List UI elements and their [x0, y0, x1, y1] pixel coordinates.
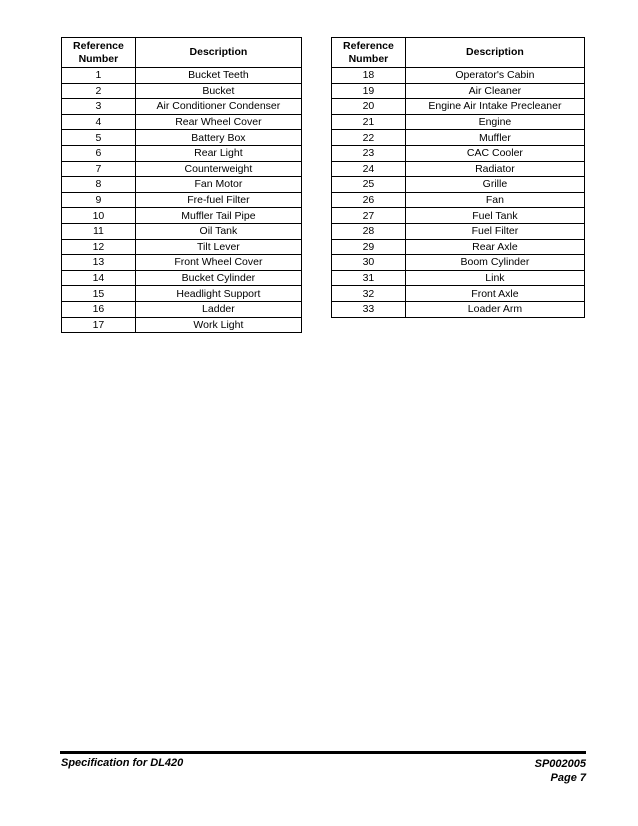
reference-number-cell: 12 — [62, 239, 136, 255]
reference-number-cell: 33 — [332, 301, 406, 317]
reference-number-cell: 26 — [332, 192, 406, 208]
header-description: Description — [405, 38, 584, 68]
reference-number-cell: 3 — [62, 99, 136, 115]
description-cell: Bucket — [135, 83, 301, 99]
header-reference-number: Reference Number — [332, 38, 406, 68]
table-row — [332, 255, 585, 271]
reference-number-cell: 18 — [332, 68, 406, 84]
description-cell: Muffler Tail Pipe — [135, 208, 301, 224]
description-cell: Loader Arm — [405, 301, 584, 317]
table-row — [332, 68, 585, 84]
table-row — [332, 192, 585, 208]
table-row — [332, 208, 585, 224]
description-cell: Rear Light — [135, 145, 301, 161]
reference-table-right — [331, 37, 585, 318]
reference-number-cell: 23 — [332, 145, 406, 161]
reference-number-cell: 9 — [62, 192, 136, 208]
description-cell: Bucket Teeth — [135, 68, 301, 84]
reference-number-cell: 25 — [332, 177, 406, 193]
description-cell: CAC Cooler — [405, 145, 584, 161]
reference-number-cell: 8 — [62, 177, 136, 193]
description-cell: Front Wheel Cover — [135, 255, 301, 271]
table-row — [62, 270, 302, 286]
table-row — [62, 99, 302, 115]
table-row — [332, 301, 585, 317]
table-row — [332, 99, 585, 115]
reference-number-cell: 27 — [332, 208, 406, 224]
reference-number-cell: 21 — [332, 114, 406, 130]
reference-number-cell: 2 — [62, 83, 136, 99]
description-cell: Radiator — [405, 161, 584, 177]
footer-page-info — [535, 757, 586, 785]
description-cell: Rear Wheel Cover — [135, 114, 301, 130]
table-row — [332, 161, 585, 177]
reference-number-cell: 24 — [332, 161, 406, 177]
description-cell: Rear Axle — [405, 239, 584, 255]
table-row — [62, 301, 302, 317]
description-cell: Fan Motor — [135, 177, 301, 193]
table-row — [332, 223, 585, 239]
reference-table-left — [61, 37, 302, 333]
table-row — [332, 286, 585, 302]
description-cell: Work Light — [135, 317, 301, 333]
description-cell: Oil Tank — [135, 223, 301, 239]
table-row — [62, 223, 302, 239]
table-header-row — [62, 38, 302, 68]
table-row — [332, 177, 585, 193]
reference-number-cell: 32 — [332, 286, 406, 302]
table-row — [332, 145, 585, 161]
description-cell: Air Cleaner — [405, 83, 584, 99]
table-row — [62, 83, 302, 99]
footer-title: Specification for DL420 — [61, 757, 184, 769]
description-cell: Fuel Filter — [405, 223, 584, 239]
table-body-right — [332, 68, 585, 318]
footer-divider — [60, 751, 586, 754]
header-description: Description — [135, 38, 301, 68]
table-row — [332, 270, 585, 286]
reference-number-cell: 28 — [332, 223, 406, 239]
reference-number-cell: 22 — [332, 130, 406, 146]
reference-number-cell: 5 — [62, 130, 136, 146]
description-cell: Link — [405, 270, 584, 286]
description-cell: Battery Box — [135, 130, 301, 146]
table-row — [62, 145, 302, 161]
reference-number-cell: 15 — [62, 286, 136, 302]
reference-number-cell: 6 — [62, 145, 136, 161]
reference-number-cell: 30 — [332, 255, 406, 271]
reference-number-cell: 31 — [332, 270, 406, 286]
reference-number-cell: 20 — [332, 99, 406, 115]
table-row — [332, 83, 585, 99]
table-row — [332, 130, 585, 146]
reference-number-cell: 29 — [332, 239, 406, 255]
description-cell: Front Axle — [405, 286, 584, 302]
reference-number-cell: 13 — [62, 255, 136, 271]
description-cell: Tilt Lever — [135, 239, 301, 255]
table-row — [62, 161, 302, 177]
reference-number-cell: 11 — [62, 223, 136, 239]
table-row — [62, 68, 302, 84]
table-row — [62, 177, 302, 193]
description-cell: Bucket Cylinder — [135, 270, 301, 286]
description-cell: Boom Cylinder — [405, 255, 584, 271]
reference-number-cell: 10 — [62, 208, 136, 224]
description-cell: Fuel Tank — [405, 208, 584, 224]
description-cell: Engine — [405, 114, 584, 130]
table-row — [62, 192, 302, 208]
reference-number-cell: 7 — [62, 161, 136, 177]
description-cell: Ladder — [135, 301, 301, 317]
table-row — [62, 255, 302, 271]
reference-number-cell: 17 — [62, 317, 136, 333]
reference-number-cell: 1 — [62, 68, 136, 84]
footer-page-number: Page 7 — [550, 772, 586, 784]
table-row — [62, 114, 302, 130]
reference-number-cell: 19 — [332, 83, 406, 99]
header-reference-number: Reference Number — [62, 38, 136, 68]
table-row — [332, 114, 585, 130]
table-row — [62, 208, 302, 224]
description-cell: Engine Air Intake Precleaner — [405, 99, 584, 115]
table-header-row — [332, 38, 585, 68]
table-row — [62, 286, 302, 302]
reference-number-cell: 14 — [62, 270, 136, 286]
reference-number-cell: 16 — [62, 301, 136, 317]
table-row — [62, 130, 302, 146]
description-cell: Counterweight — [135, 161, 301, 177]
table-row — [62, 239, 302, 255]
description-cell: Headlight Support — [135, 286, 301, 302]
description-cell: Fan — [405, 192, 584, 208]
description-cell: Muffler — [405, 130, 584, 146]
description-cell: Grille — [405, 177, 584, 193]
table-row — [62, 317, 302, 333]
footer-doc-id: SP002005 — [534, 758, 586, 770]
reference-number-cell: 4 — [62, 114, 136, 130]
table-row — [332, 239, 585, 255]
description-cell: Operator's Cabin — [405, 68, 584, 84]
description-cell: Air Conditioner Condenser — [135, 99, 301, 115]
table-body-left — [62, 68, 302, 333]
description-cell: Fre-fuel Filter — [135, 192, 301, 208]
